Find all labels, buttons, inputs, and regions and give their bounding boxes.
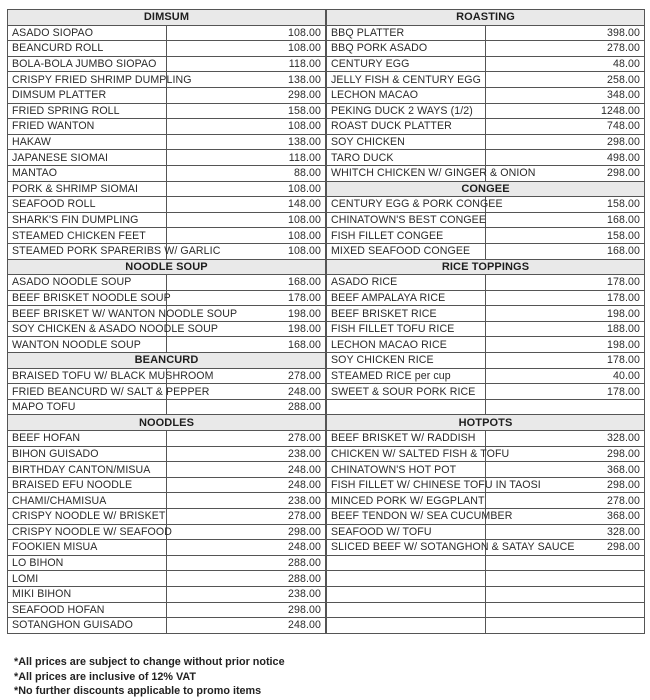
menu-item-row — [8, 571, 326, 587]
item-price: 108.00 — [167, 243, 326, 259]
menu-item-row — [327, 353, 645, 369]
menu-item-row — [8, 555, 326, 571]
section-header — [8, 10, 326, 26]
menu-item-row — [8, 337, 326, 353]
item-price: 288.00 — [167, 399, 326, 415]
menu-item-row — [327, 446, 645, 462]
item-price: 298.00 — [486, 165, 645, 181]
item-price: 278.00 — [486, 41, 645, 57]
item-price: 108.00 — [167, 41, 326, 57]
item-name: LECHON MACAO RICE — [327, 337, 486, 353]
menu-item-row — [8, 103, 326, 119]
item-price: 238.00 — [167, 446, 326, 462]
item-price: 178.00 — [486, 384, 645, 400]
menu-item-row — [327, 87, 645, 103]
item-price: 108.00 — [167, 212, 326, 228]
item-price: 138.00 — [167, 134, 326, 150]
item-price: 248.00 — [167, 540, 326, 556]
menu-item-row — [327, 197, 645, 213]
item-price — [486, 571, 645, 587]
item-price: 298.00 — [167, 524, 326, 540]
item-name: FOOKIEN MISUA — [8, 540, 167, 556]
menu-item-row — [327, 368, 645, 384]
section-title: CONGEE — [327, 181, 645, 197]
item-name: BEEF BRISKET NOODLE SOUP — [8, 290, 167, 306]
item-name: JAPANESE SIOMAI — [8, 150, 167, 166]
item-name: FRIED SPRING ROLL — [8, 103, 167, 119]
menu-item-row — [327, 337, 645, 353]
item-name: SOY CHICKEN RICE — [327, 353, 486, 369]
item-name: TARO DUCK — [327, 150, 486, 166]
section-header — [327, 259, 645, 275]
item-price: 178.00 — [167, 290, 326, 306]
item-price: 288.00 — [167, 555, 326, 571]
menu-item-row — [327, 150, 645, 166]
item-price: 248.00 — [167, 384, 326, 400]
item-name: CHICKEN W/ SALTED FISH & TOFU — [327, 446, 486, 462]
menu-item-row — [327, 524, 645, 540]
item-name: SEAFOOD ROLL — [8, 197, 167, 213]
menu-item-row — [8, 56, 326, 72]
menu-item-row — [327, 431, 645, 447]
item-price: 498.00 — [486, 150, 645, 166]
section-header — [327, 10, 645, 26]
item-price: 148.00 — [167, 197, 326, 213]
item-price: 328.00 — [486, 524, 645, 540]
item-price: 248.00 — [167, 618, 326, 634]
item-name: BEEF AMPALAYA RICE — [327, 290, 486, 306]
item-price: 278.00 — [167, 509, 326, 525]
item-price: 118.00 — [167, 56, 326, 72]
item-price: 118.00 — [167, 150, 326, 166]
item-name: MANTAO — [8, 165, 167, 181]
item-name: LECHON MACAO — [327, 87, 486, 103]
item-name: BBQ PLATTER — [327, 25, 486, 41]
item-price: 278.00 — [486, 493, 645, 509]
item-name: SWEET & SOUR PORK RICE — [327, 384, 486, 400]
menu-item-row — [327, 571, 645, 587]
item-name: SEAFOOD W/ TOFU — [327, 524, 486, 540]
item-name: BEEF TENDON W/ SEA CUCUMBER — [327, 509, 486, 525]
menu-item-row — [327, 509, 645, 525]
menu-item-row — [8, 243, 326, 259]
menu-item-row — [8, 87, 326, 103]
item-name: CRISPY NOODLE W/ SEAFOOD — [8, 524, 167, 540]
item-name: BRAISED EFU NOODLE — [8, 477, 167, 493]
item-name: STEAMED PORK SPARERIBS W/ GARLIC — [8, 243, 167, 259]
section-title: DIMSUM — [8, 10, 326, 26]
item-name: ROAST DUCK PLATTER — [327, 119, 486, 135]
item-price: 398.00 — [486, 25, 645, 41]
item-price: 168.00 — [167, 337, 326, 353]
menu-item-row — [8, 181, 326, 197]
item-price: 248.00 — [167, 462, 326, 478]
section-header — [327, 181, 645, 197]
menu-item-row — [327, 384, 645, 400]
item-name: LOMI — [8, 571, 167, 587]
menu-item-row — [327, 586, 645, 602]
menu-item-row — [8, 368, 326, 384]
item-price: 198.00 — [486, 337, 645, 353]
section-title: NOODLES — [8, 415, 326, 431]
item-price: 178.00 — [486, 290, 645, 306]
section-header — [8, 259, 326, 275]
section-header — [327, 415, 645, 431]
item-name: ASADO SIOPAO — [8, 25, 167, 41]
menu-item-row — [327, 228, 645, 244]
item-name: WHITCH CHICKEN W/ GINGER & ONION — [327, 165, 486, 181]
item-price: 198.00 — [486, 306, 645, 322]
item-name: FISH FILLET TOFU RICE — [327, 321, 486, 337]
footnotes — [14, 655, 285, 699]
menu-item-row — [327, 41, 645, 57]
item-name: MIKI BIHON — [8, 586, 167, 602]
menu-item-row — [8, 165, 326, 181]
item-price: 238.00 — [167, 493, 326, 509]
menu-item-row — [8, 493, 326, 509]
menu-item-row — [327, 119, 645, 135]
item-price: 108.00 — [167, 228, 326, 244]
section-title: BEANCURD — [8, 353, 326, 369]
item-name — [327, 618, 486, 634]
item-price: 108.00 — [167, 25, 326, 41]
menu-item-row — [8, 212, 326, 228]
item-name — [327, 399, 486, 415]
section-title: NOODLE SOUP — [8, 259, 326, 275]
menu-item-row — [327, 72, 645, 88]
item-name: SOY CHICKEN — [327, 134, 486, 150]
item-price: 198.00 — [167, 321, 326, 337]
item-price: 1248.00 — [486, 103, 645, 119]
menu-item-row — [8, 431, 326, 447]
menu-item-row — [8, 399, 326, 415]
menu-item-row — [327, 275, 645, 291]
item-name: BIHON GUISADO — [8, 446, 167, 462]
item-price: 108.00 — [167, 181, 326, 197]
item-price: 48.00 — [486, 56, 645, 72]
item-price: 368.00 — [486, 509, 645, 525]
item-price: 238.00 — [167, 586, 326, 602]
item-price: 88.00 — [167, 165, 326, 181]
item-price — [486, 555, 645, 571]
item-name — [327, 586, 486, 602]
menu-table-right — [326, 9, 645, 634]
item-price: 298.00 — [486, 134, 645, 150]
item-name: WANTON NOODLE SOUP — [8, 337, 167, 353]
menu-item-row — [327, 290, 645, 306]
item-name: HAKAW — [8, 134, 167, 150]
menu-item-row — [8, 602, 326, 618]
item-name: BEANCURD ROLL — [8, 41, 167, 57]
item-price: 278.00 — [167, 431, 326, 447]
item-price: 158.00 — [486, 228, 645, 244]
menu-item-row — [327, 493, 645, 509]
note-no-discounts: *No further discounts applicable to promo items — [14, 685, 262, 697]
item-price: 40.00 — [486, 368, 645, 384]
item-name: MIXED SEAFOOD CONGEE — [327, 243, 486, 259]
item-name: BRAISED TOFU W/ BLACK MUSHROOM — [8, 368, 167, 384]
item-name: BEEF BRISKET W/ WANTON NOODLE SOUP — [8, 306, 167, 322]
item-price: 158.00 — [167, 103, 326, 119]
menu-item-row — [327, 25, 645, 41]
item-price: 198.00 — [167, 306, 326, 322]
item-name — [327, 555, 486, 571]
item-name: ASADO RICE — [327, 275, 486, 291]
item-name: FISH FILLET W/ CHINESE TOFU IN TAOSI — [327, 477, 486, 493]
item-name: SLICED BEEF W/ SOTANGHON & SATAY SAUCE — [327, 540, 486, 556]
menu-item-row — [327, 212, 645, 228]
item-name: FISH FILLET CONGEE — [327, 228, 486, 244]
item-name: BEEF BRISKET RICE — [327, 306, 486, 322]
item-price — [486, 399, 645, 415]
item-price: 248.00 — [167, 477, 326, 493]
item-price: 138.00 — [167, 72, 326, 88]
item-price — [486, 602, 645, 618]
item-name: BOLA-BOLA JUMBO SIOPAO — [8, 56, 167, 72]
item-price: 298.00 — [486, 540, 645, 556]
item-price: 258.00 — [486, 72, 645, 88]
item-price: 168.00 — [486, 243, 645, 259]
item-name: BEEF BRISKET W/ RADDISH — [327, 431, 486, 447]
item-name: SEAFOOD HOFAN — [8, 602, 167, 618]
menu-item-row — [327, 321, 645, 337]
menu-item-row — [8, 384, 326, 400]
menu-item-row — [8, 524, 326, 540]
menu-item-row — [327, 540, 645, 556]
item-name: CHAMI/CHAMISUA — [8, 493, 167, 509]
item-name: ASADO NOODLE SOUP — [8, 275, 167, 291]
section-title: ROASTING — [327, 10, 645, 26]
item-price: 748.00 — [486, 119, 645, 135]
menu-item-row — [8, 446, 326, 462]
menu-item-row — [8, 228, 326, 244]
item-price — [486, 586, 645, 602]
menu-item-row — [8, 72, 326, 88]
item-price — [486, 618, 645, 634]
item-name: CRISPY NOODLE W/ BRISKET — [8, 509, 167, 525]
note-vat: *All prices are inclusive of 12% VAT — [14, 670, 197, 683]
item-price: 298.00 — [486, 446, 645, 462]
item-price: 278.00 — [167, 368, 326, 384]
menu-item-row — [327, 56, 645, 72]
item-name: FRIED BEANCURD W/ SALT & PEPPER — [8, 384, 167, 400]
item-price: 298.00 — [167, 87, 326, 103]
item-name: MAPO TOFU — [8, 399, 167, 415]
item-price: 288.00 — [167, 571, 326, 587]
item-name: SHARK'S FIN DUMPLING — [8, 212, 167, 228]
item-price: 158.00 — [486, 197, 645, 213]
menu-item-row — [8, 586, 326, 602]
item-price: 108.00 — [167, 119, 326, 135]
item-name: MINCED PORK W/ EGGPLANT — [327, 493, 486, 509]
menu-item-row — [327, 306, 645, 322]
menu-item-row — [327, 477, 645, 493]
menu-item-row — [8, 462, 326, 478]
item-name: PORK & SHRIMP SIOMAI — [8, 181, 167, 197]
menu-item-row — [327, 618, 645, 634]
menu-item-row — [327, 243, 645, 259]
item-price: 368.00 — [486, 462, 645, 478]
menu-item-row — [8, 290, 326, 306]
item-name: STEAMED RICE per cup — [327, 368, 486, 384]
menu-item-row — [8, 306, 326, 322]
item-price: 328.00 — [486, 431, 645, 447]
menu-item-row — [8, 197, 326, 213]
section-header — [8, 353, 326, 369]
item-name: SOY CHICKEN & ASADO NOODLE SOUP — [8, 321, 167, 337]
item-name: FRIED WANTON — [8, 119, 167, 135]
menu-item-row — [8, 41, 326, 57]
menu-item-row — [327, 462, 645, 478]
item-name: JELLY FISH & CENTURY EGG — [327, 72, 486, 88]
menu-item-row — [327, 602, 645, 618]
item-name: DIMSUM PLATTER — [8, 87, 167, 103]
item-name: BEEF HOFAN — [8, 431, 167, 447]
item-price: 348.00 — [486, 87, 645, 103]
section-title: RICE TOPPINGS — [327, 259, 645, 275]
item-name — [327, 571, 486, 587]
item-name: PEKING DUCK 2 WAYS (1/2) — [327, 103, 486, 119]
item-name: CRISPY FRIED SHRIMP DUMPLING — [8, 72, 167, 88]
menu-item-row — [327, 555, 645, 571]
menu-item-row — [8, 275, 326, 291]
item-name: LO BIHON — [8, 555, 167, 571]
menu-item-row — [8, 25, 326, 41]
menu-item-row — [8, 477, 326, 493]
menu-item-row — [8, 540, 326, 556]
item-price: 188.00 — [486, 321, 645, 337]
menu-item-row — [8, 321, 326, 337]
item-price: 168.00 — [167, 275, 326, 291]
item-name: CHINATOWN'S BEST CONGEE — [327, 212, 486, 228]
menu-item-row — [327, 134, 645, 150]
menu-item-row — [8, 618, 326, 634]
menu-item-row — [327, 103, 645, 119]
section-title: HOTPOTS — [327, 415, 645, 431]
item-name: STEAMED CHICKEN FEET — [8, 228, 167, 244]
item-name: BBQ PORK ASADO — [327, 41, 486, 57]
menu-item-row — [8, 150, 326, 166]
menu-item-row — [327, 399, 645, 415]
item-price: 178.00 — [486, 353, 645, 369]
item-price: 298.00 — [167, 602, 326, 618]
item-name — [327, 602, 486, 618]
menu-table-left — [7, 9, 326, 634]
note-price-change: *All prices are subject to change without prior notice — [14, 656, 285, 668]
section-header — [8, 415, 326, 431]
menu-item-row — [8, 134, 326, 150]
menu-item-row — [8, 119, 326, 135]
item-price: 168.00 — [486, 212, 645, 228]
menu-item-row — [327, 165, 645, 181]
item-price: 178.00 — [486, 275, 645, 291]
item-name: CHINATOWN'S HOT POT — [327, 462, 486, 478]
menu-item-row — [8, 509, 326, 525]
item-name: CENTURY EGG & PORK CONGEE — [327, 197, 486, 213]
item-price: 298.00 — [486, 477, 645, 493]
item-name: BIRTHDAY CANTON/MISUA — [8, 462, 167, 478]
item-name: CENTURY EGG — [327, 56, 486, 72]
item-name: SOTANGHON GUISADO — [8, 618, 167, 634]
